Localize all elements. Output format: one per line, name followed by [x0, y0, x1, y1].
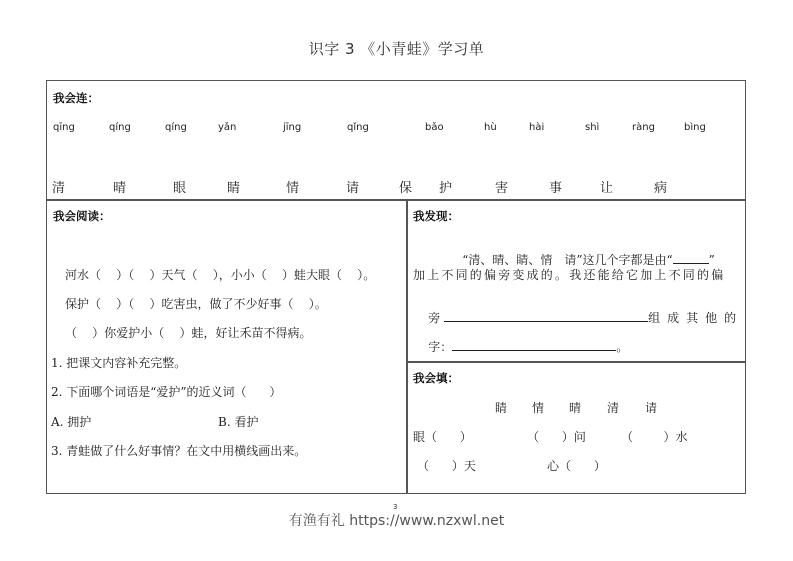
passage-line-3: （ ）你爱护小（ ）蛙，好让禾苗不得病。 — [65, 326, 312, 340]
fill-blank-eye[interactable]: 眼（ ） — [413, 430, 472, 444]
worksheet-title: 识字 3 《小青蛙》学习单 — [308, 40, 485, 58]
discover-line-3-end: 组成其他的 — [648, 311, 744, 325]
discover-line-4-end: 。 — [616, 340, 629, 354]
character-item: 请 — [346, 181, 360, 196]
pinyin-item: hài — [529, 122, 545, 133]
divider-connect — [47, 199, 745, 201]
pinyin-item: ràng — [632, 122, 655, 133]
radical-blank[interactable] — [673, 251, 709, 264]
character-item: 睛 — [227, 181, 241, 196]
pinyin-item: hù — [484, 122, 497, 133]
read-label: 我会阅读： — [53, 209, 111, 223]
discover-label: 我发现： — [413, 209, 459, 223]
fill-blank-water[interactable]: （ ）水 — [621, 430, 688, 444]
fill-choice: 请 — [645, 401, 658, 415]
character-item: 保 — [399, 181, 413, 196]
fill-choice: 情 — [532, 401, 545, 415]
pinyin-item: bǎo — [425, 122, 444, 133]
question-3: 3. 青蛙做了什么好事情？在文中用横线画出来。 — [51, 444, 307, 458]
discover-line-4 — [413, 324, 628, 369]
radical-answer-blank[interactable] — [444, 309, 648, 322]
worksheet-table — [46, 80, 746, 494]
fill-choice: 清 — [607, 401, 620, 415]
divider-vertical — [406, 199, 408, 493]
fill-label: 我会填： — [413, 371, 459, 385]
pinyin-item: shì — [585, 122, 600, 133]
fill-blank-ask[interactable]: （ ）问 — [527, 430, 586, 444]
character-item: 晴 — [113, 181, 127, 196]
discover-line-2: 加上不同的偏旁变成的。我还能给它加上不同的偏 — [413, 268, 726, 282]
new-character-blank[interactable] — [452, 338, 616, 351]
fill-blank-sky[interactable]: （ ）天 — [417, 459, 476, 473]
discover-line-4-text: 字： — [428, 340, 453, 354]
fill-choice: 睛 — [495, 401, 508, 415]
character-item: 情 — [286, 181, 300, 196]
option-b: B. 看护 — [218, 415, 259, 429]
passage-line-1: 河水（ ）（ ）天气（ ），小小（ ）蛙大眼（ ）。 — [65, 268, 376, 282]
character-item: 害 — [495, 181, 509, 196]
option-a: A. 拥护 — [51, 415, 92, 429]
character-item: 病 — [654, 181, 668, 196]
pinyin-item: qīng — [53, 122, 75, 133]
question-2: 2. 下面哪个词语是“爱护”的近义词（ ） — [51, 385, 282, 399]
character-item: 事 — [549, 181, 563, 196]
pinyin-item: bìng — [684, 122, 706, 133]
discover-line-1-end: ” — [708, 253, 715, 267]
pinyin-item: qíng — [165, 122, 187, 133]
page-number: 3 — [393, 503, 398, 511]
question-1: 1. 把课文内容补充完整。 — [51, 356, 187, 370]
pinyin-item: qíng — [109, 122, 131, 133]
character-item: 清 — [52, 181, 66, 196]
discover-line-3-text: 旁 — [428, 311, 441, 325]
pinyin-item: qǐng — [347, 122, 369, 133]
fill-choice: 晴 — [569, 401, 582, 415]
fill-blank-heart[interactable]: 心（ ） — [547, 459, 606, 473]
character-item: 眼 — [173, 181, 187, 196]
character-item: 让 — [600, 181, 614, 196]
pinyin-item: jīng — [283, 122, 302, 133]
character-item: 护 — [439, 181, 453, 196]
connect-label: 我会连： — [53, 91, 99, 105]
discover-line-1-text: “清、晴、睛、情 请”这几个字都是由“ — [462, 253, 673, 267]
pinyin-item: yǎn — [218, 122, 237, 133]
passage-line-2: 保护（ ）（ ）吃害虫，做了不少好事（ ）。 — [65, 297, 327, 311]
footer-watermark: 有渔有礼 https://www.nzxwl.net — [288, 513, 505, 529]
